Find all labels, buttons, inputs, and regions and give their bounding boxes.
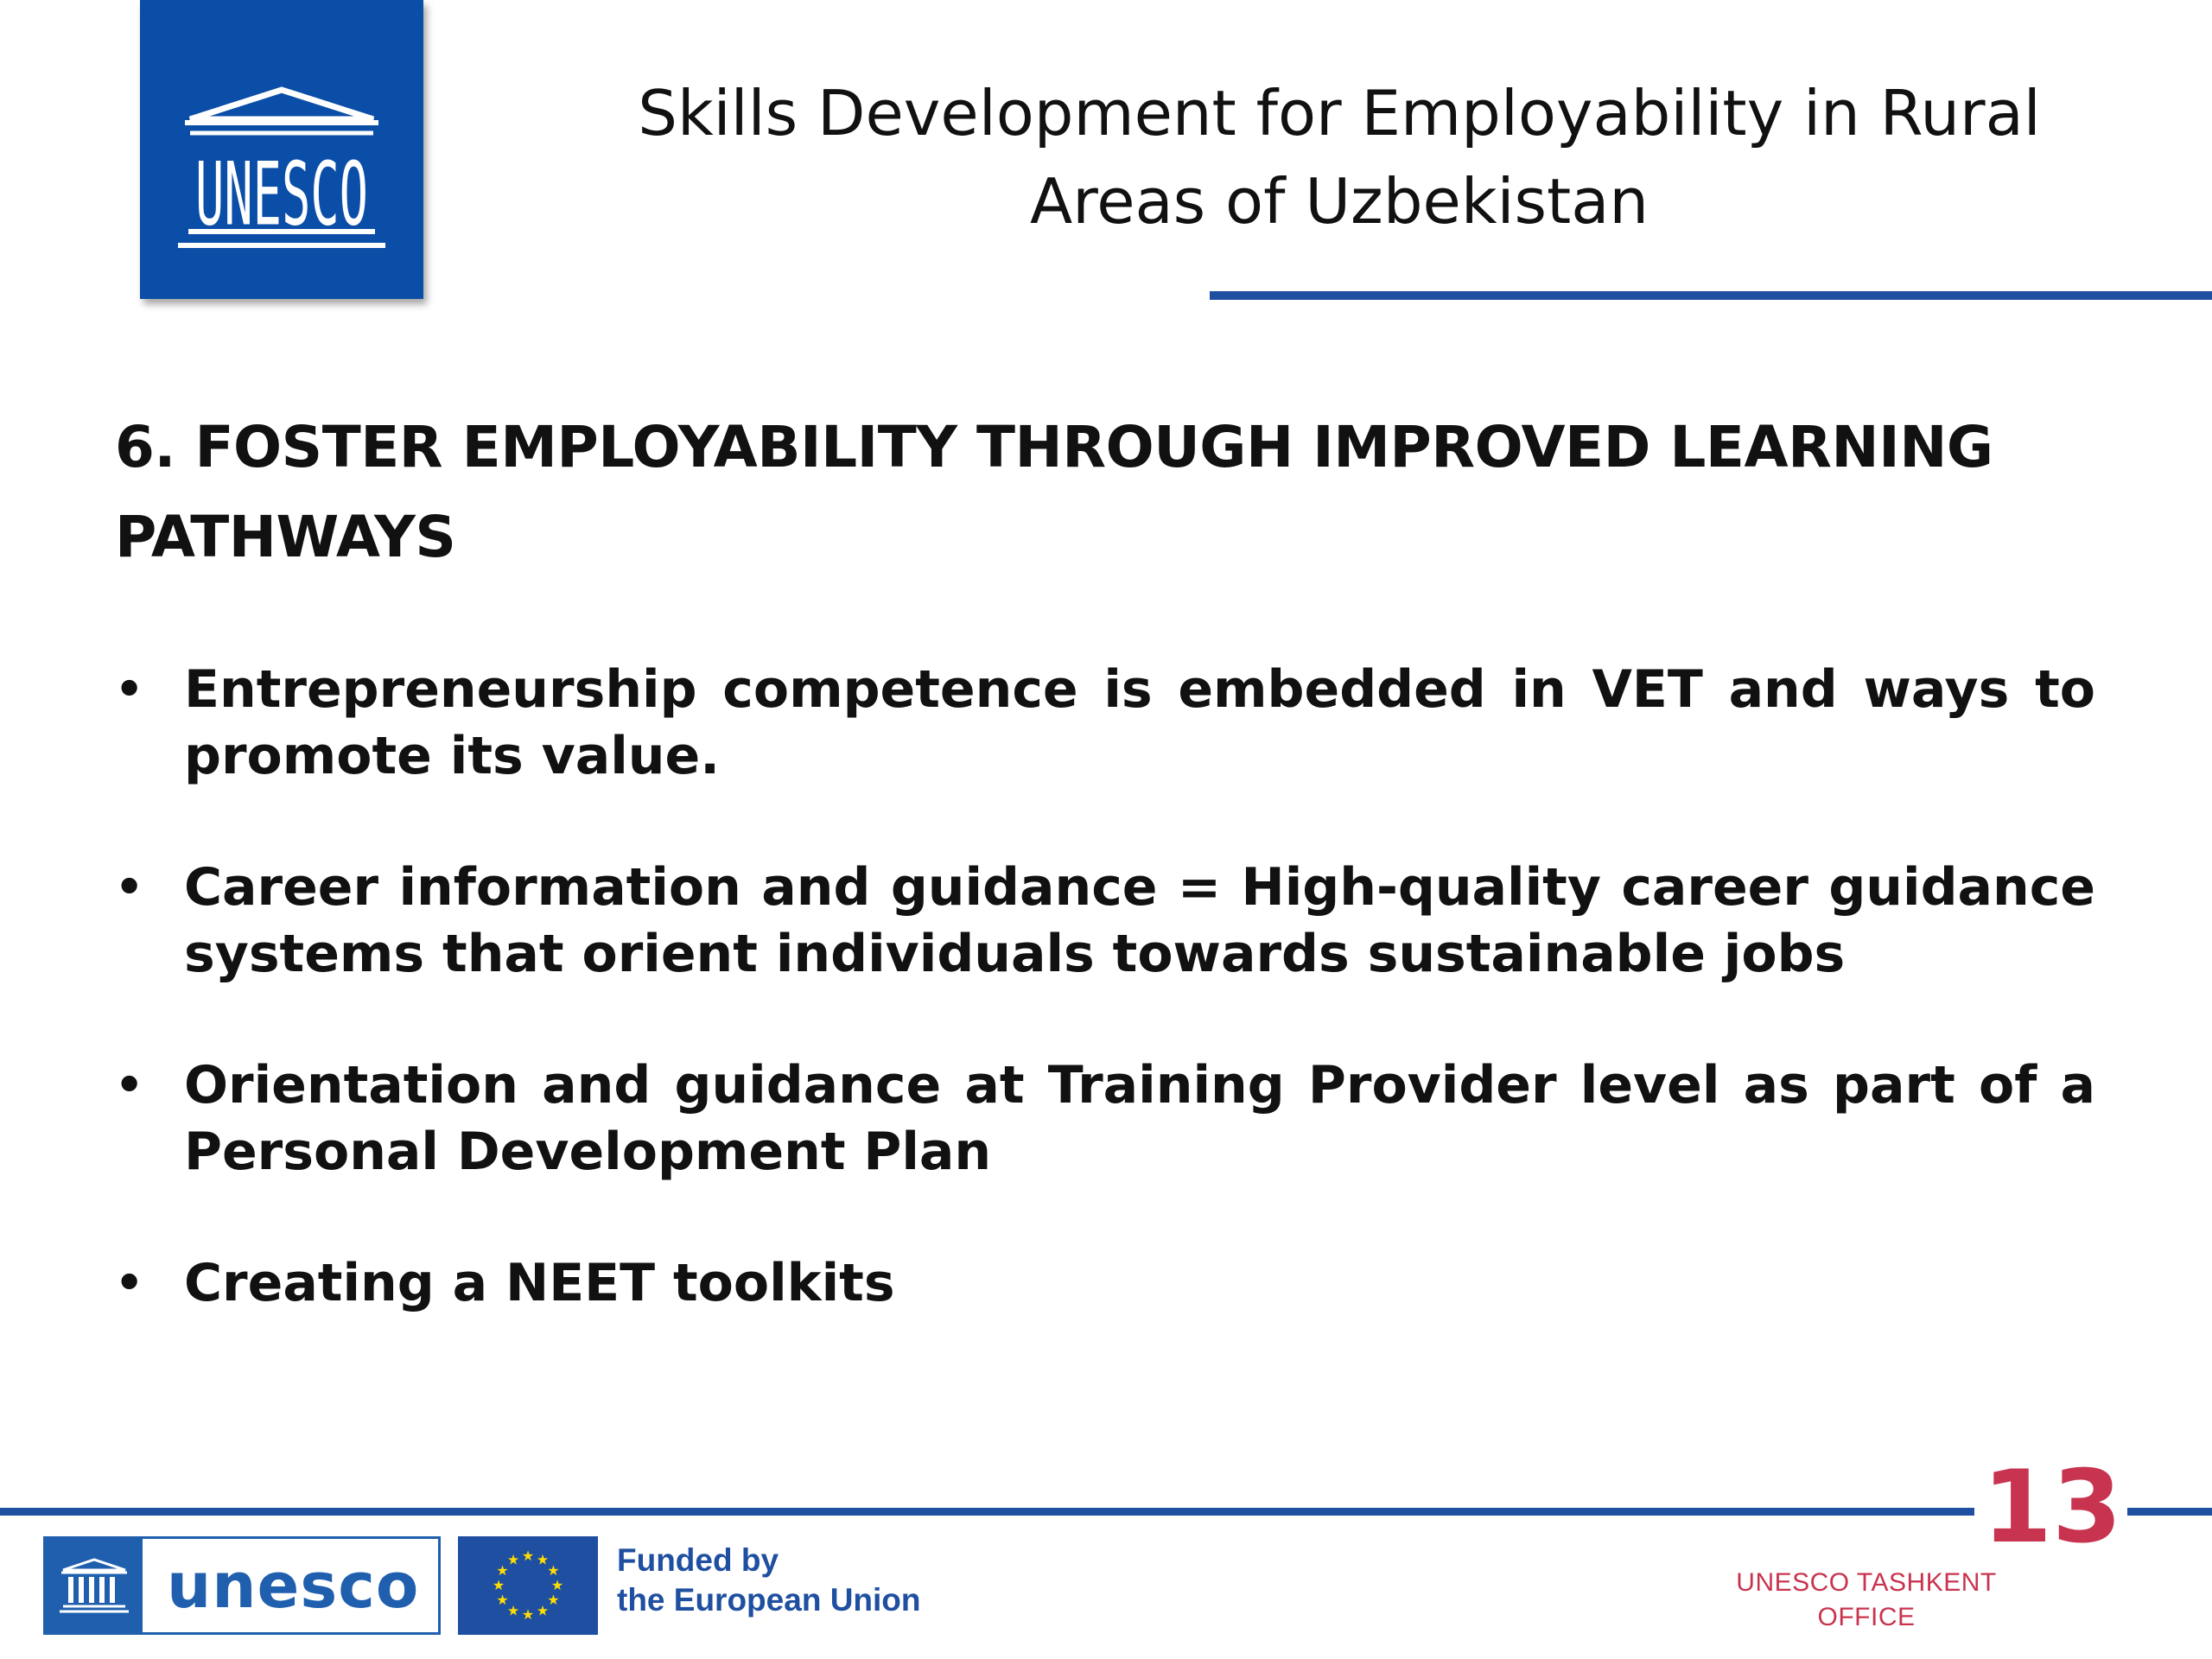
eu-funding-line-2: the European Union <box>617 1582 921 1618</box>
eu-star-icon: ★ <box>550 1577 564 1593</box>
footer-divider-left <box>0 1508 1974 1516</box>
list-item <box>115 1250 2095 1317</box>
eu-flag-icon <box>458 1536 598 1635</box>
unesco-footer-logo <box>43 1536 441 1635</box>
eu-star-icon: ★ <box>506 1551 520 1568</box>
slide-heading: 6. FOSTER EMPLOYABILITY THROUGH IMPROVED LEARNING PATHWAYS <box>115 414 1993 570</box>
eu-star-icon: ★ <box>496 1562 509 1579</box>
eu-star-icon: ★ <box>506 1602 520 1619</box>
bullet-icon: • <box>115 664 144 715</box>
eu-star-icon: ★ <box>547 1562 560 1579</box>
eu-funding-line-1: Funded by <box>617 1542 779 1578</box>
eu-star-icon: ★ <box>496 1592 509 1608</box>
bullet-icon: • <box>115 861 144 913</box>
unesco-temple-icon <box>175 85 389 257</box>
bullet-icon: • <box>115 1257 144 1309</box>
unesco-wordmark: unesco <box>167 1549 420 1622</box>
bullet-text: Entrepreneurship competence is embedded in VET and ways to promote its value. <box>184 659 2095 786</box>
eu-star-icon: ★ <box>521 1548 535 1564</box>
eu-funding-label <box>617 1541 980 1620</box>
unesco-temple-icon <box>46 1539 143 1632</box>
bullet-icon: • <box>115 1059 144 1111</box>
bullet-text: Orientation and guidance at Training Provider level as part of a Personal Development Plan <box>184 1055 2095 1182</box>
eu-star-icon: ★ <box>547 1592 560 1608</box>
office-label: UNESCO TASHKENT OFFICE <box>1736 1568 1997 1631</box>
header-title: Skills Development for Employability in Rural Areas of Uzbekistan <box>638 77 2041 238</box>
unesco-logo-text: UNESCO <box>195 144 368 246</box>
unesco-header-logo <box>140 0 423 299</box>
eu-star-icon: ★ <box>492 1577 505 1593</box>
header-divider <box>1210 291 2212 300</box>
eu-star-icon: ★ <box>536 1602 550 1619</box>
list-item <box>115 1052 2095 1185</box>
page-number: 13 <box>1982 1449 2122 1566</box>
footer-divider-right <box>2127 1508 2212 1516</box>
list-item <box>115 855 2095 988</box>
bullet-text: Career information and guidance = High-quality career guidance systems that orient individuals towards sustainable jobs <box>184 857 2095 984</box>
list-item <box>115 657 2095 790</box>
bullet-list <box>115 657 2095 1382</box>
bullet-text: Creating a NEET toolkits <box>184 1253 895 1313</box>
eu-star-icon: ★ <box>536 1551 550 1568</box>
eu-star-icon: ★ <box>521 1606 535 1623</box>
